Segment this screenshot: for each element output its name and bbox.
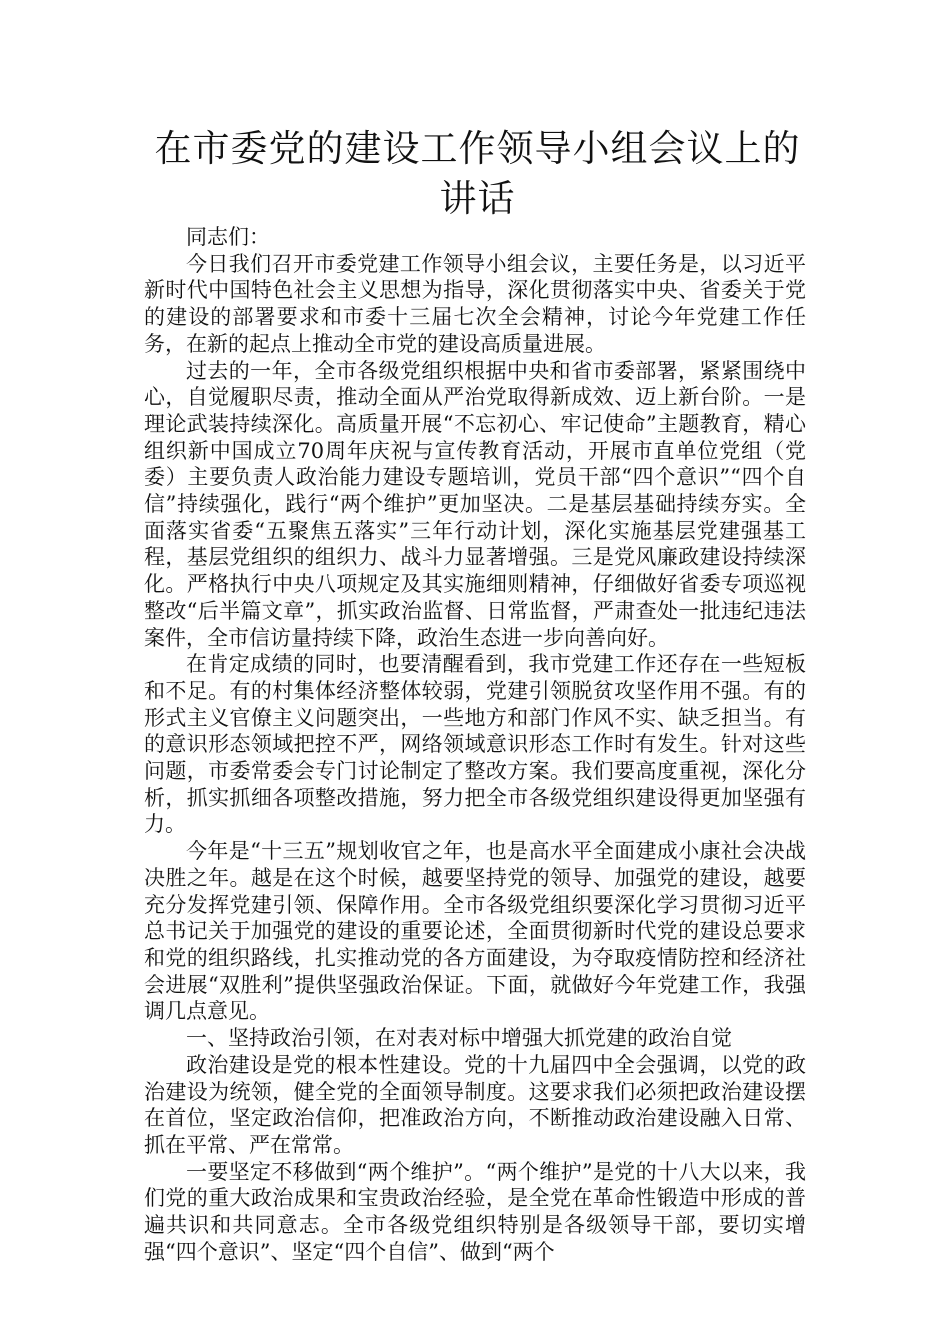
paragraph-shortcomings: 在肯定成绩的同时，也要清醒看到，我市党建工作还存在一些短板和不足。有的村集体经济整体较弱，党建引领脱贫攻坚作用不强。有的形式主义官僚主义问题突出，一些地方和部门作风不实、缺乏担当。有的意识形态领域把控不严，网络领域意识形态工作时有发生。针对这些问题，市委常委会专门讨论制定了整改方案。我们要高度重视，深化分析，抓实抓细各项整改措施，努力把全市各级党组织建设得更加坚强有力。 bbox=[144, 652, 806, 837]
paragraph-this-year: 今年是“十三五”规划收官之年，也是高水平全面建成小康社会决战决胜之年。越是在这个时候，越要坚持党的领导、加强党的建设，越要充分发挥党建引领、保障作用。全市各级党组织要深化学习贯彻习近平总书记关于加强党的建设的重要论述，全面贯彻新时代党的建设总要求和党的组织路线，扎实推动党的各方面建设，为夺取疫情防控和经济社会进展“双胜利”提供坚强政治保证。下面，就做好今年党建工作，我强调几点意见。 bbox=[144, 839, 806, 1024]
paragraph-two-safeguards: 一要坚定不移做到“两个维护”。“两个维护”是党的十八大以来，我们党的重大政治成果和宝贵政治经验，是全党在革命性锻造中形成的普遍共识和共同意志。全市各级党组织特别是各级领导干部，要切实增强“四个意识”、坚定“四个自信”、做到“两个 bbox=[144, 1159, 806, 1264]
document-title: 在市委党的建设工作领导小组会议上的讲话 bbox=[154, 127, 801, 220]
document-body bbox=[144, 224, 806, 1265]
paragraph-political-building: 政治建设是党的根本性建设。党的十九届四中全会强调，以党的政治建设为统领，健全党的全面领导制度。这要求我们必须把政治建设摆在首位，坚定政治信仰，把准政治方向，不断推动政治建设融入日常、抓在平常、严在常常。 bbox=[144, 1052, 806, 1157]
section-heading-1: 一、坚持政治引领，在对表对标中增强大抓党建的政治自觉 bbox=[186, 1026, 732, 1051]
salutation: 同志们： bbox=[186, 225, 270, 249]
paragraph-opening: 今日我们召开市委党建工作领导小组会议，主要任务是，以习近平新时代中国特色社会主义思想为指导，深化贯彻落实中央、省委关于党的建设的部署要求和市委十三届七次全会精神，讨论今年党建工作任务，在新的起点上推动全市党的建设高质量进展。 bbox=[144, 251, 806, 356]
paragraph-achievements: 过去的一年，全市各级党组织根据中央和省市委部署，紧紧围绕中心，自觉履职尽责，推动全面从严治党取得新成效、迈上新台阶。一是理论武装持续深化。高质量开展“不忘初心、牢记使命”主题教育，精心组织新中国成立70周年庆祝与宣传教育活动，开展市直单位党组（党委）主要负责人政治能力建设专题培训，党员干部“四个意识”“四个自信”持续强化，践行“两个维护”更加坚决。二是基层基础持续夯实。全面落实省委“五聚焦五落实”三年行动计划，深化实施基层党建强基工程，基层党组织的组织力、战斗力显著增强。三是党风廉政建设持续深化。严格执行中央八项规定及其实施细则精神，仔细做好省委专项巡视整改“后半篇文章”，抓实政治监督、日常监督，严肃查处一批违纪违法案件，全市信访量持续下降，政治生态进一步向善向好。 bbox=[144, 358, 806, 650]
